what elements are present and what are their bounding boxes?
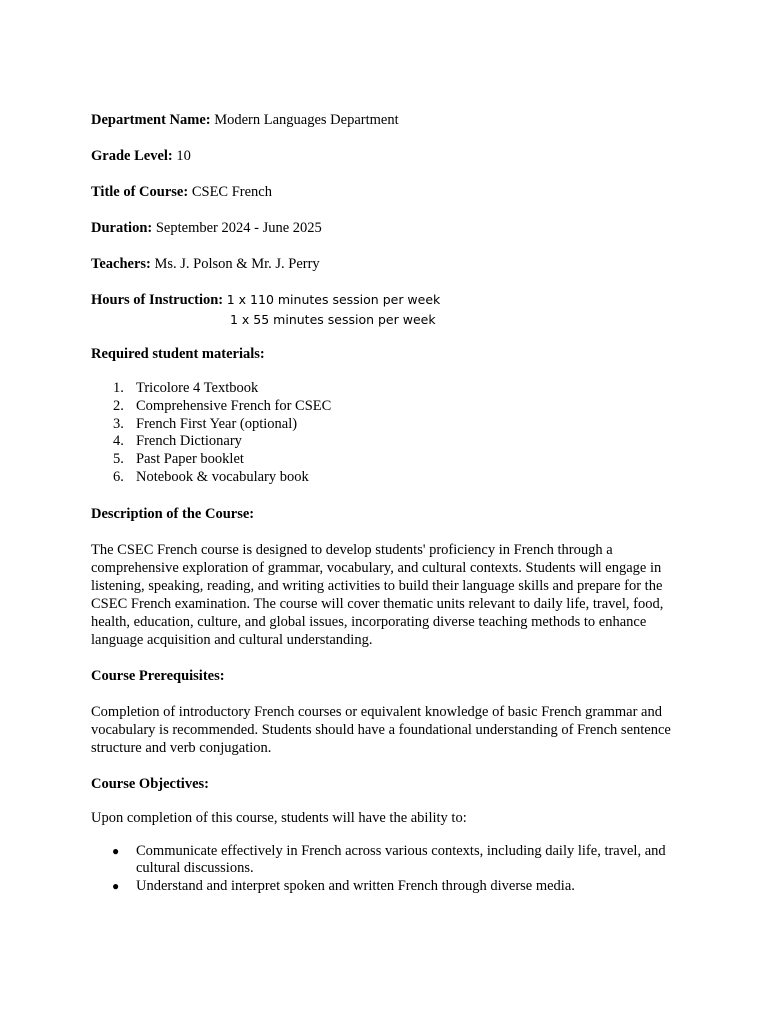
course-title-field xyxy=(91,183,691,201)
duration-label: Duration: xyxy=(91,220,153,236)
description-text: The CSEC French course is designed to develop students' proficiency in French through a comprehensive exploration of grammar, vocabulary, and cultural contexts. Students will engage in listening, speaking, reading, and writing activities to build their language skills and prepare for the CSEC French examination. The course will cover thematic units relevant to daily life, travel, food, health, education, culture, and global issues, incorporating diverse teaching methods to enhance language acquisition and cultural understanding. xyxy=(91,541,664,648)
list-item: ● Communicate effectively in French across various contexts, including daily life, travel, and cultural discussions. xyxy=(112,842,666,877)
bullet-icon: ● xyxy=(112,843,120,858)
description-heading: Description of the Course: xyxy=(91,505,255,522)
list-item: 2. Comprehensive French for CSEC xyxy=(113,397,332,414)
list-item: 5. Past Paper booklet xyxy=(113,451,244,468)
department-field xyxy=(91,111,691,129)
duration-field xyxy=(91,219,691,237)
course-outline-page xyxy=(91,111,691,895)
teachers-field xyxy=(91,255,691,273)
objectives-list xyxy=(91,843,691,896)
hours-field xyxy=(91,291,691,331)
department-value: Modern Languages Department xyxy=(214,112,399,128)
list-item: 6. Notebook & vocabulary book xyxy=(113,468,309,485)
hours-line-1: 1 x 110 minutes session per week xyxy=(226,292,441,307)
prerequisites-heading: Course Prerequisites: xyxy=(91,667,225,684)
duration-value: September 2024 - June 2025 xyxy=(155,220,322,236)
teachers-label: Teachers: xyxy=(91,256,151,272)
department-label: Department Name: xyxy=(91,112,211,128)
course-title-label: Title of Course: xyxy=(91,184,189,200)
materials-heading: Required student materials: xyxy=(91,346,265,362)
objectives-heading: Course Objectives: xyxy=(91,775,209,792)
teachers-value: Ms. J. Polson & Mr. J. Perry xyxy=(154,256,320,272)
list-item: ● Understand and interpret spoken and written French through diverse media. xyxy=(112,877,575,894)
bullet-icon: ● xyxy=(112,878,120,893)
objectives-intro: Upon completion of this course, students will have the ability to: xyxy=(91,809,467,826)
grade-value: 10 xyxy=(176,148,191,164)
grade-label: Grade Level: xyxy=(91,148,173,164)
list-item: 1. Tricolore 4 Textbook xyxy=(113,380,259,396)
grade-field xyxy=(91,147,691,165)
hours-label: Hours of Instruction: xyxy=(91,292,224,308)
list-item: 3. French First Year (optional) xyxy=(113,415,298,432)
course-title-value: CSEC French xyxy=(191,184,272,200)
list-item: 4. French Dictionary xyxy=(113,433,242,450)
materials-list xyxy=(91,380,691,487)
hours-line-2: 1 x 55 minutes session per week xyxy=(230,312,436,327)
prerequisites-text: Completion of introductory French courses or equivalent knowledge of basic French grammar and vocabulary is recommended. Students should have a foundational understanding of French sentence structure and verb conjugation. xyxy=(91,703,671,756)
